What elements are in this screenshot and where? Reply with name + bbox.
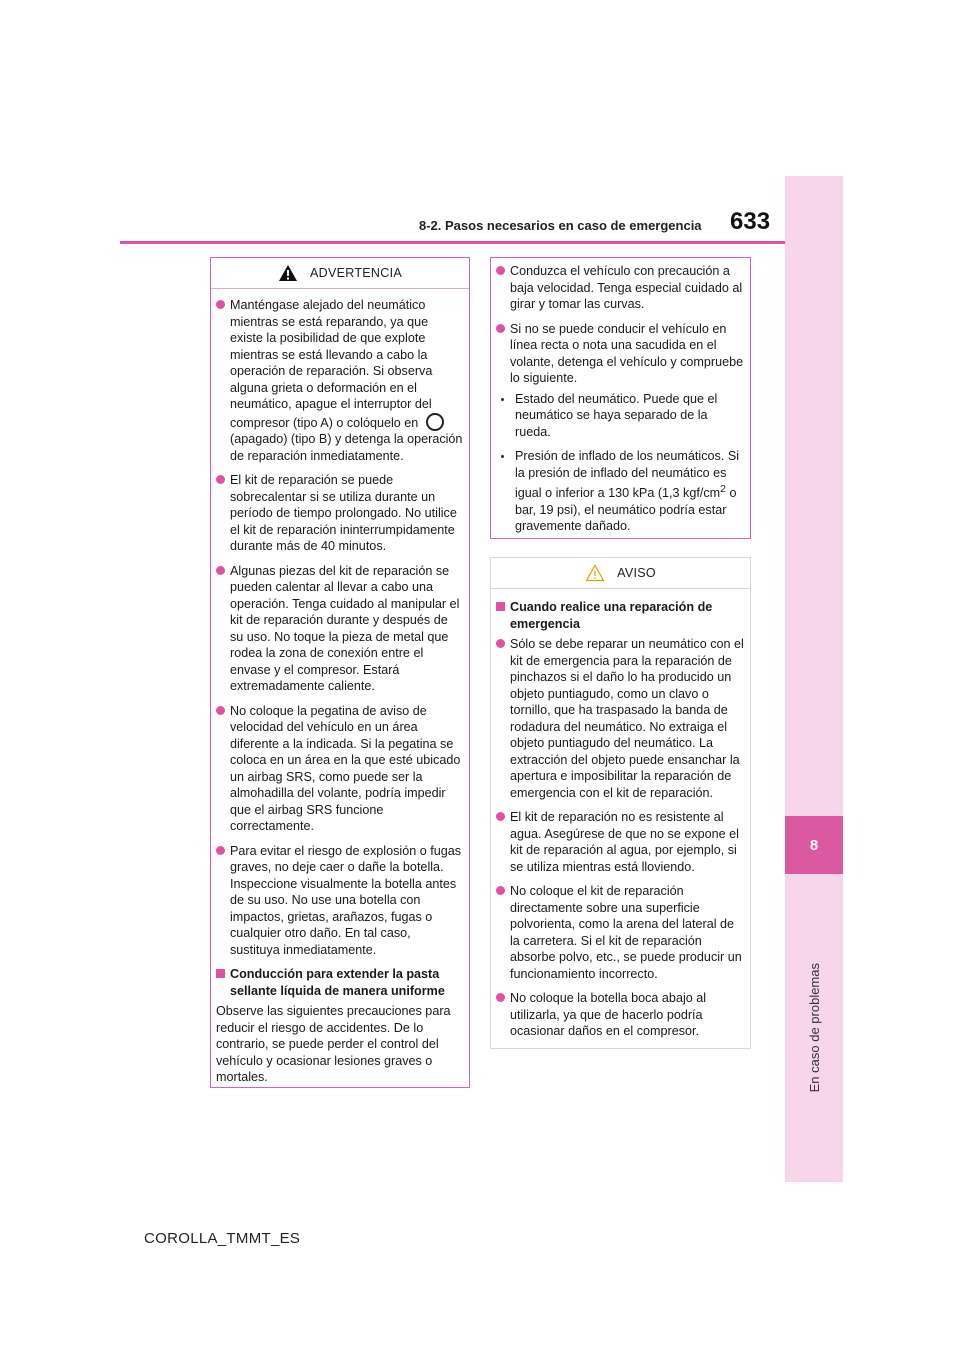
bullet-icon xyxy=(496,886,505,895)
dot-bullet-icon xyxy=(501,398,504,401)
notice-title: AVISO xyxy=(617,565,656,580)
warning-item-text: Manténgase alejado del neumático mientras se está reparando, ya que existe la posibilidad de que explote mientras se está llevando a cabo la operación de reparación. Si observa alguna grieta o deformación en el neumático, apague el interruptor del compresor (tipo A) o colóquelo en xyxy=(230,298,433,430)
power-off-icon xyxy=(426,413,444,431)
continuation-subitem-text: o bar, 19 psi), el neumático podría estar gravemente dañado. xyxy=(515,486,737,534)
continuation-item xyxy=(496,263,744,313)
notice-item xyxy=(496,809,744,875)
chapter-title-container xyxy=(785,888,843,1168)
page-number: 633 xyxy=(730,208,771,235)
warning-paragraph: Observe las siguientes precauciones para reducir el riesgo de accidentes. De lo contrario, se puede perder el control del vehículo y ocasionar lesiones graves o mortales. xyxy=(216,1004,451,1084)
continuation-subitem-text: Presión de inflado de los neumáticos. Si la presión de inflado del neumático es igual o inferior a 130 kPa (1,3 kgf/cm xyxy=(515,449,740,501)
superscript: 2 xyxy=(720,483,726,495)
continuation-subitem-text: Estado del neumático. Puede que el neumático se haya separado de la rueda. xyxy=(515,391,718,439)
warning-subheading xyxy=(216,966,463,999)
warning-subheading-text: Conducción para extender la pasta sellante líquida de manera uniforme xyxy=(230,967,445,998)
continuation-subitem xyxy=(496,448,744,535)
bullet-icon xyxy=(496,993,505,1002)
bullet-icon xyxy=(216,566,225,575)
notice-item xyxy=(496,636,744,801)
bullet-icon xyxy=(216,846,225,855)
continuation-item xyxy=(496,321,744,387)
notice-subheading xyxy=(496,599,744,632)
notice-subheading-text: Cuando realice una reparación de emergencia xyxy=(510,600,713,631)
warning-item-text: El kit de reparación se puede sobrecalentar si se utiliza durante un período de tiempo prolongado. No utilice el kit de reparación ininterrumpidamente durante más de 40 minutos. xyxy=(230,473,457,553)
warning-item xyxy=(216,297,463,464)
square-bullet-icon xyxy=(216,969,225,978)
notice-item xyxy=(496,990,744,1040)
warning-header xyxy=(211,258,469,289)
section-title: 8-2. Pasos necesarios en caso de emergencia xyxy=(419,218,702,233)
notice-item-text: No coloque la botella boca abajo al utilizarla, ya que de hacerlo podría ocasionar daños en el compresor. xyxy=(510,991,707,1038)
notice-header xyxy=(491,558,750,589)
notice-box xyxy=(490,557,751,1049)
notice-body xyxy=(491,589,750,1054)
chapter-title: En caso de problemas xyxy=(806,963,822,1093)
warning-title: ADVERTENCIA xyxy=(310,265,402,280)
continuation-item-text: Conduzca el vehículo con precaución a baja velocidad. Tenga especial cuidado al girar y tomar las curvas. xyxy=(510,264,743,311)
warning-item xyxy=(216,472,463,555)
continuation-subitem xyxy=(496,391,744,441)
continuation-item-text: Si no se puede conducir el vehículo en línea recta o nota una sacudida en el volante, detenga el vehículo y compruebe lo siguiente. xyxy=(510,321,744,385)
warning-body xyxy=(211,289,469,1092)
chapter-number: 8 xyxy=(785,816,843,874)
chapter-side-tab xyxy=(785,176,843,1182)
notice-item-text: El kit de reparación no es resistente al agua. Asegúrese de que no se expone el kit de reparación al agua, por ejemplo, si se utiliza mientras está lloviendo. xyxy=(510,810,739,874)
bullet-icon xyxy=(496,266,505,275)
warning-item xyxy=(216,703,463,835)
bullet-icon xyxy=(216,300,225,309)
caution-triangle-icon xyxy=(585,564,605,582)
warning-item-text: Algunas piezas del kit de reparación se pueden calentar al llevar a cabo una operación. Tenga cuidado al manipular el kit de reparación durante y después de su uso. No toque la pieza de metal que rodea la zona de conexión entre el envase y el compresor. Estará extremadamente caliente. xyxy=(230,563,460,693)
warning-box xyxy=(210,257,470,1088)
warning-item-text: Para evitar el riesgo de explosión o fugas graves, no deje caer o dañe la botella. Inspeccione visualmente la botella antes de su uso. No use una botella con impactos, grietas, arañazos, fugas o cualquier otro daño. En tal caso, sustituya inmediatamente. xyxy=(230,843,462,957)
notice-item-text: Sólo se debe reparar un neumático con el kit de emergencia para la reparación de pinchazos si el daño lo ha producido un objeto puntiagudo, como un clavo o tornillo, que ha traspasado la banda de rodadura del neumático. No extraiga el objeto puntiagudo del neumático. La extracción del objeto puede ensanchar la apertura e imposibilitar la reparación de emergencia con el kit de reparación. xyxy=(510,637,744,800)
continuation-body xyxy=(491,258,750,549)
warning-item-text: No coloque la pegatina de aviso de velocidad del vehículo en un área diferente a la indicada. Si la pegatina se coloca en un área en la que esté ubicado un airbag SRS, como puede ser la almohadilla del volante, podría impedir que el airbag SRS funcione correctamente. xyxy=(230,703,461,833)
warning-item xyxy=(216,563,463,695)
header-divider xyxy=(120,241,785,244)
bullet-icon xyxy=(496,812,505,821)
bullet-icon xyxy=(216,475,225,484)
warning-continuation-box xyxy=(490,257,751,539)
warning-triangle-icon xyxy=(278,264,298,282)
warning-item xyxy=(216,843,463,959)
bullet-icon xyxy=(496,324,505,333)
warning-item-text: (apagado) (tipo B) y detenga la operación de reparación inmediatamente. xyxy=(230,432,463,463)
notice-item xyxy=(496,883,744,982)
square-bullet-icon xyxy=(496,602,505,611)
notice-item-text: No coloque el kit de reparación directamente sobre una superficie polvorienta, como la arena del lateral de la carretera. Si el kit de reparación absorbe polvo, etc., se puede producir un funcionamiento incorrecto. xyxy=(510,884,742,981)
bullet-icon xyxy=(496,639,505,648)
model-code: COROLLA_TMMT_ES xyxy=(144,1230,301,1247)
dot-bullet-icon xyxy=(501,455,504,458)
bullet-icon xyxy=(216,706,225,715)
